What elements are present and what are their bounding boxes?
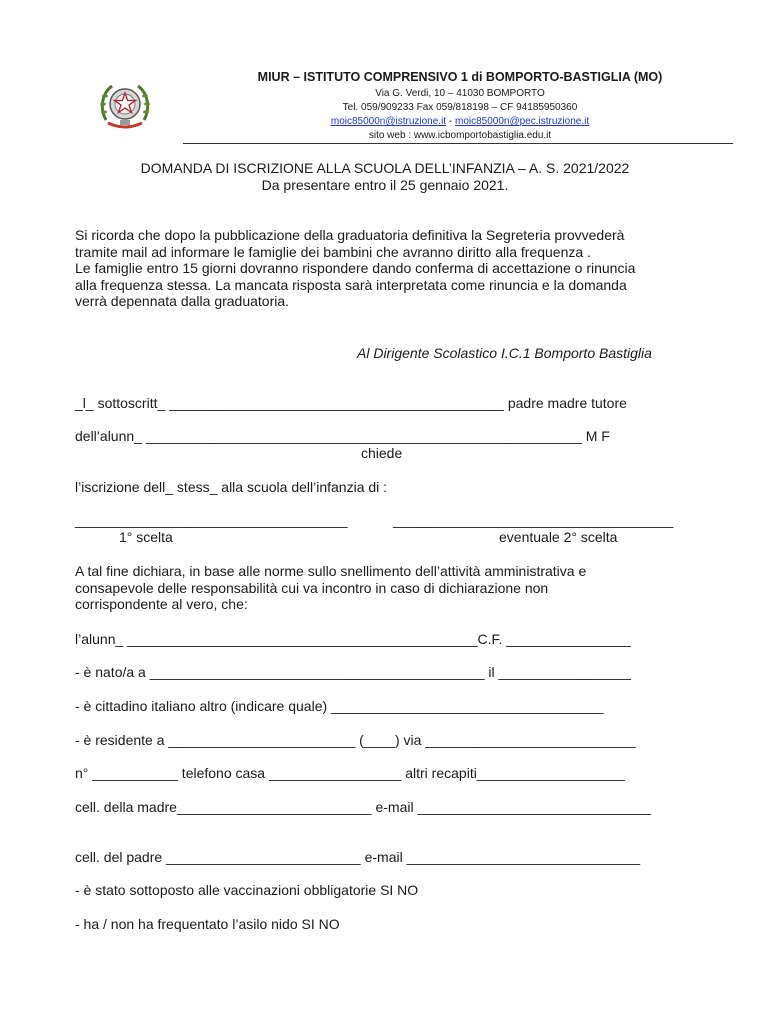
contacts-field[interactable]: n° ___________ telefono casa _________________ altri recapiti___________________ [75, 765, 625, 781]
notice-line: Si ricorda che dopo la pubblicazione della graduatoria definitiva la Segreteria provvederà [75, 227, 625, 243]
nursery-field[interactable]: - ha / non ha frequentato l’asilo nido SI NO [75, 916, 340, 932]
form-title: DOMANDA DI ISCRIZIONE ALLA SCUOLA DELL’INFANZIA – A. S. 2021/2022 [140, 160, 630, 176]
notice-line: alla frequenza stessa. La mancata risposta sarà interpretata come rinuncia e la domanda [75, 276, 627, 293]
institute-address: Via G. Verdi, 10 – 41030 BOMPORTO [375, 88, 545, 99]
student-cf-field[interactable]: l’alunn_ _____________________________________________C.F. ________________ [75, 631, 631, 647]
declaration-line: A tal fine dichiara, in base alle norme sullo snellimento dell’attività amministrativa e [75, 563, 587, 579]
citizenship-field[interactable]: - è cittadino italiano altro (indicare quale) ___________________________________ [75, 698, 604, 714]
requests-label: chiede [361, 445, 403, 461]
institute-emails [190, 116, 730, 127]
residence-field[interactable]: - è residente a ________________________ (____) via ___________________________ [75, 732, 636, 748]
father-contact-field[interactable]: cell. del padre _________________________ e-mail ______________________________ [75, 849, 641, 865]
first-choice-field[interactable]: ___________________________________ [75, 512, 348, 528]
institute-name: MIUR – ISTITUTO COMPRENSIVO 1 di BOMPORTO-BASTIGLIA (MO) [257, 70, 663, 84]
declaration-line: corrispondente al vero, che: [75, 596, 248, 612]
first-choice-label: 1° scelta [119, 529, 173, 545]
email-separator: - [446, 116, 455, 127]
recipient: Al Dirigente Scolastico I.C.1 Bomporto Bastiglia [357, 345, 652, 361]
declaration-line: consapevole delle responsabilità cui va incontro in caso di dichiarazione non [75, 579, 549, 596]
second-choice-label: eventuale 2° scelta [499, 529, 618, 545]
republic-emblem-icon [96, 76, 154, 134]
notice-line: Le famiglie entro 15 giorni dovranno rispondere dando conferma di accettazione o rinuncia [75, 260, 636, 276]
signer-field[interactable]: _l_ sottoscritt_ ___________________________________________ padre madre tutore [75, 395, 627, 411]
notice-line: verrà depennata dalla graduatoria. [75, 293, 290, 309]
header-divider [183, 143, 733, 144]
second-choice-field[interactable]: ____________________________________ [393, 512, 674, 528]
birth-field[interactable]: - è nato/a a ___________________________________________ il _________________ [75, 664, 631, 680]
vaccination-field[interactable]: - è stato sottoposto alle vaccinazioni obbligatorie SI NO [75, 882, 419, 898]
email-link[interactable]: moic85000n@istruzione.it [330, 116, 447, 127]
pec-email-link[interactable]: moic85000n@pec.istruzione.it [454, 116, 590, 127]
mother-contact-field[interactable]: cell. della madre_________________________ e-mail ______________________________ [75, 799, 652, 815]
form-deadline: Da presentare entro il 25 gennaio 2021. [261, 177, 509, 193]
institute-phone: Tel. 059/909233 Fax 059/818198 – CF 94185950360 [342, 102, 578, 113]
enrollment-statement: l’iscrizione dell_ stess_ alla scuola dell’infanzia di : [75, 479, 388, 495]
institute-website: sito web : www.icbomportobastiglia.edu.it [368, 130, 552, 141]
notice-line: tramite mail ad informare le famiglie dei bambini che avranno diritto alla frequenza . [75, 243, 591, 260]
student-field[interactable]: dell’alunn_ ________________________________________________________ M F [75, 428, 610, 444]
